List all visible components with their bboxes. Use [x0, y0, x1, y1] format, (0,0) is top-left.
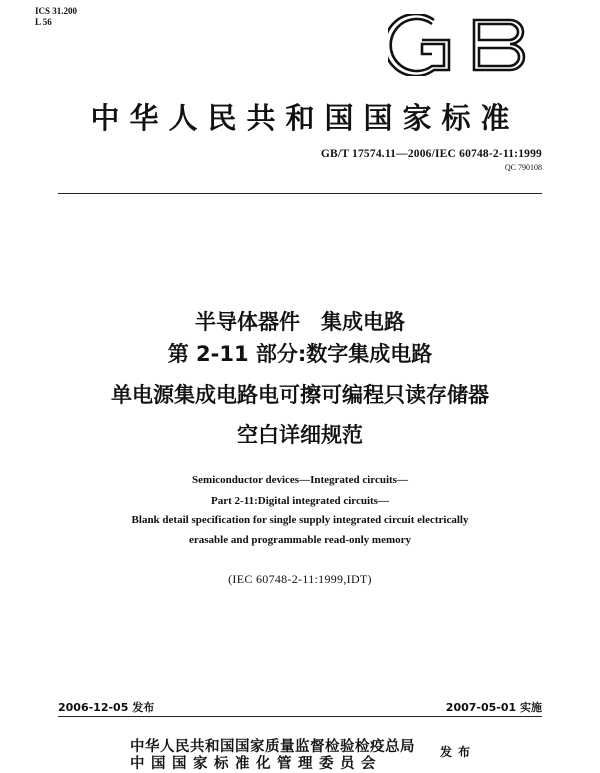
- chinese-title-line-1: 半导体器件 集成电路: [195, 310, 405, 334]
- footer-divider: [58, 716, 542, 717]
- english-title-line-4: erasable and programmable read-only memory: [188, 534, 411, 546]
- qc-number: QC 790108: [504, 163, 542, 172]
- ics-code: ICS 31.200: [35, 6, 78, 16]
- gb-logo: [388, 14, 542, 76]
- header-divider: [58, 193, 542, 194]
- equivalence-statement: (IEC 60748-2-11:1999,IDT): [228, 572, 372, 586]
- chinese-title-line-3: 单电源集成电路电可擦可编程只读存储器: [111, 383, 489, 407]
- national-standard-title: 中华人民共和国国家标准: [90, 101, 520, 135]
- publish-label: 发布: [440, 745, 477, 759]
- standard-number: GB/T 17574.11—2006/IEC 60748-2-11:1999: [320, 148, 542, 160]
- logo-text: GB: [466, 72, 468, 73]
- issuer-aqsiq: 中华人民共和国国家质量监督检验检疫总局: [130, 739, 415, 755]
- english-title-line-1: Semiconductor devices—Integrated circuits—: [192, 474, 408, 486]
- classification-codes: [35, 6, 77, 28]
- issue-date: 2006-12-05 发布: [58, 701, 155, 714]
- class-code: L 56: [35, 17, 52, 27]
- issuer-sac: 中国国家标准化管理委员会: [130, 756, 382, 772]
- english-title-line-3: Blank detail specification for single supply integrated circuit electrically: [131, 514, 469, 526]
- implementation-date: 2007-05-01 实施: [445, 701, 542, 714]
- chinese-title-line-4: 空白详细规范: [237, 423, 363, 447]
- english-title-line-2: Part 2-11:Digital integrated circuits—: [211, 495, 389, 507]
- chinese-title-line-2: 第 2-11 部分:数字集成电路: [167, 342, 433, 366]
